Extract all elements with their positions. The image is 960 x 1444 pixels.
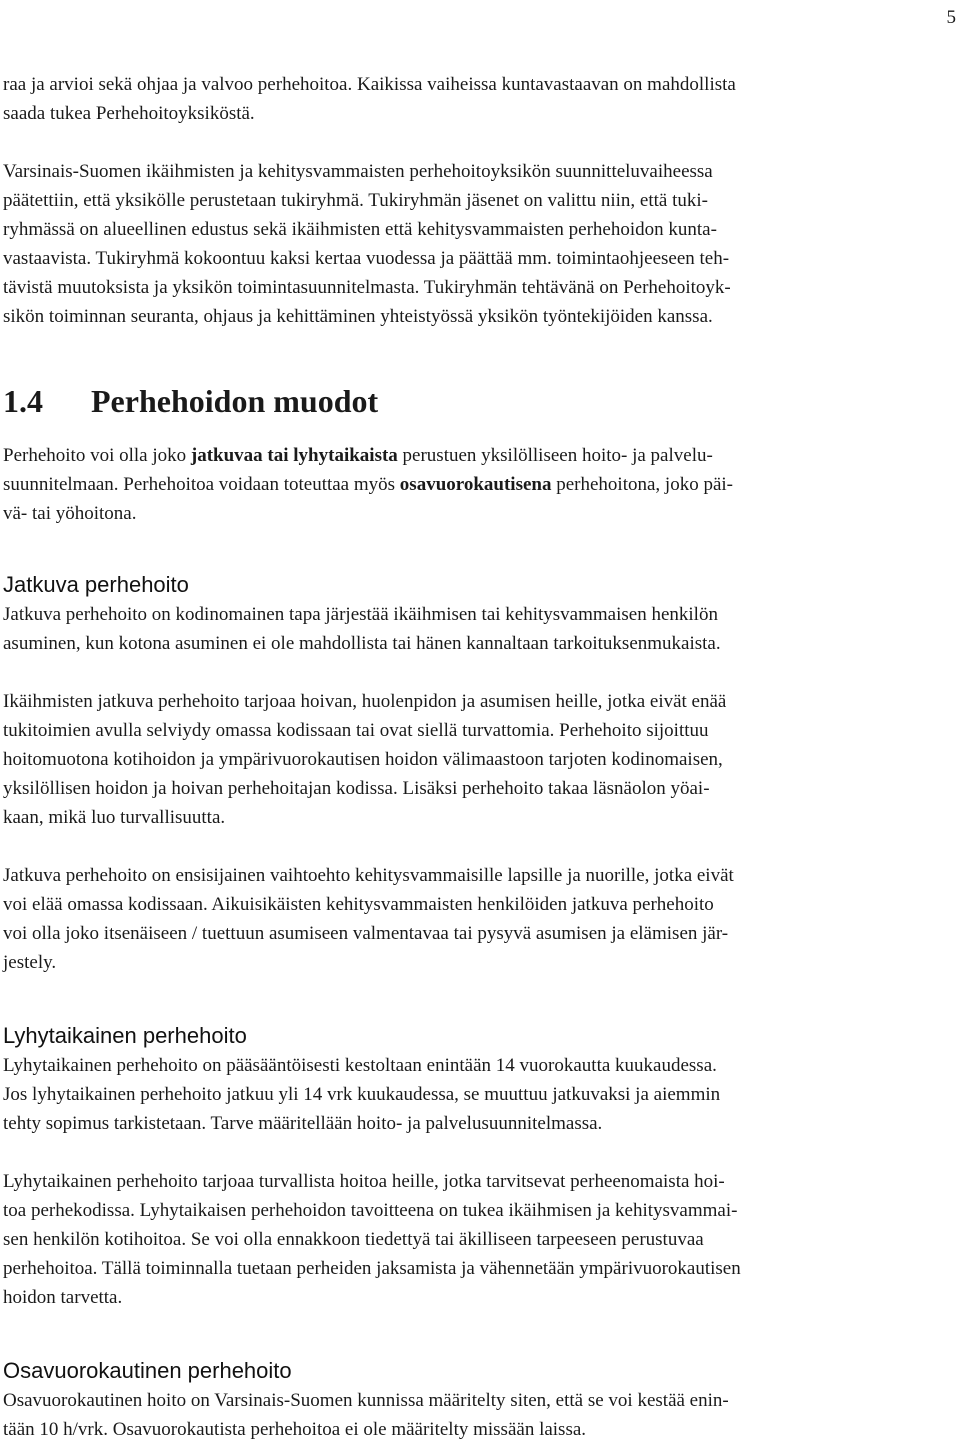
text-line: voi olla joko itsenäiseen / tuettuun asumiseen valmentavaa tai pysyvä asumisen ja elämisen jär- (3, 923, 729, 944)
text-segment: suunnitelmaan. Perhehoitoa voidaan toteuttaa myös (3, 474, 400, 495)
text-line: perhehoitoa. Tällä toiminnalla tuetaan perheiden jaksamista ja vähennetään ympärivuorokautisen (3, 1258, 741, 1279)
page-content (3, 70, 953, 1444)
section-title: Perhehoidon muodot (91, 383, 379, 419)
text-line: tävistä muutoksista ja yksikön toimintasuunnitelmasta. Tukiryhmän tehtävänä on Perhehoitoyk- (3, 277, 731, 298)
text-line: hoidon tarvetta. (3, 1287, 123, 1308)
text-line: raa ja arvioi sekä ohjaa ja valvoo perhehoitoa. Kaikissa vaiheissa kuntavastaavan on mahdollista (3, 74, 736, 95)
bold-term-continuous-or-short: jatkuvaa tai lyhytaikaista (190, 445, 398, 466)
text-line: päätettiin, että yksikölle perustetaan tukiryhmä. Tukiryhmän jäsenet on valittu niin, että tuki- (3, 190, 708, 211)
text-line: Osavuorokautinen hoito on Varsinais-Suomen kunnissa määritelty siten, että se voi kestää enin- (3, 1390, 729, 1411)
text-line: vä- tai yöhoitona. (3, 503, 137, 524)
text-line: hoitomuotona kotihoidon ja ympärivuorokautisen hoidon välimaastoon tarjoten kodinomaisen, (3, 749, 723, 770)
text-line: kaan, mikä luo turvallisuutta. (3, 807, 226, 828)
text-line: tukitoimien avulla selviydy omassa kodissaan tai ovat siellä turvattomia. Perhehoito sijoittuu (3, 720, 709, 741)
text-line: sen henkilön kotihoitoa. Se voi olla ennakkoon tiedettyä tai äkilliseen tarpeeseen perustuvaa (3, 1229, 704, 1250)
text-line: jestely. (3, 952, 57, 973)
text-segment: perhehoitona, joko päi- (551, 474, 733, 495)
paragraph-continuous-2 (3, 687, 953, 832)
paragraph-intro-continuation (3, 70, 953, 128)
text-line: vastaavista. Tukiryhmä kokoontuu kaksi kertaa vuodessa ja päättää mm. toimintaohjeeseen teh- (3, 248, 730, 269)
paragraph-part-day-1 (3, 1386, 953, 1444)
text-line: Ikäihmisten jatkuva perhehoito tarjoaa hoivan, huolenpidon ja asumisen heille, jotka eivät enää (3, 691, 727, 712)
paragraph-short-term-2 (3, 1167, 953, 1312)
subheading-short-term-care: Lyhytaikainen perhehoito (3, 1023, 247, 1048)
text-segment: perustuen yksilölliseen hoito- ja palvelu- (397, 445, 713, 466)
bold-term-part-day: osavuorokautisena (399, 474, 552, 495)
section-heading (3, 381, 953, 421)
text-line: saada tukea Perhehoitoyksiköstä. (3, 103, 255, 124)
text-segment: Perhehoito voi olla joko (3, 445, 191, 466)
text-line: asuminen, kun kotona asuminen ei ole mahdollista tai hänen kannaltaan tarkoituksenmukaista. (3, 633, 721, 654)
paragraph-continuous-1 (3, 600, 953, 658)
text-line: toa perhekodissa. Lyhytaikaisen perhehoidon tavoitteena on tukea ikäihmisen ja kehitysvammai- (3, 1200, 738, 1221)
text-line: Jatkuva perhehoito on kodinomainen tapa järjestää ikäihmisen tai kehitysvammaisen henkilön (3, 604, 718, 625)
paragraph-section-intro (3, 441, 953, 528)
text-line: Varsinais-Suomen ikäihmisten ja kehitysvammaisten perhehoitoyksikön suunnitteluvaiheessa (3, 161, 713, 182)
text-line: ryhmässä on alueellinen edustus sekä ikäihmisten että kehitysvammaisten perhehoidon kunta- (3, 219, 717, 240)
subheading-continuous-care: Jatkuva perhehoito (3, 572, 189, 597)
text-line: sikön toiminnan seuranta, ohjaus ja kehittäminen yhteistyössä yksikön työntekijöiden kanssa. (3, 306, 713, 327)
text-line: voi elää omassa kodissaan. Aikuisikäisten kehitysvammaisten henkilöiden jatkuva perhehoito (3, 894, 714, 915)
paragraph-support-group (3, 157, 953, 331)
section-number: 1.4 (3, 383, 43, 419)
text-line: tään 10 h/vrk. Osavuorokautista perhehoitoa ei ole määritelty missään laissa. (3, 1419, 587, 1440)
text-line: Lyhytaikainen perhehoito on pääsääntöisesti kestoltaan enintään 14 vuorokautta kuukaudessa. (3, 1055, 717, 1076)
text-line: Jatkuva perhehoito on ensisijainen vaihtoehto kehitysvammaisille lapsille ja nuorille, jotka eivät (3, 865, 734, 886)
subheading-part-day-care: Osavuorokautinen perhehoito (3, 1358, 292, 1383)
text-line: tehty sopimus tarkistetaan. Tarve määritellään hoito- ja palvelusuunnitelmassa. (3, 1113, 603, 1134)
text-line: Lyhytaikainen perhehoito tarjoaa turvallista hoitoa heille, jotka tarvitsevat perheenomaista hoi- (3, 1171, 725, 1192)
text-line: Jos lyhytaikainen perhehoito jatkuu yli 14 vrk kuukaudessa, se muuttuu jatkuvaksi ja aiemmin (3, 1084, 721, 1105)
paragraph-continuous-3 (3, 861, 953, 977)
paragraph-short-term-1 (3, 1051, 953, 1138)
text-line: yksilöllisen hoidon ja hoivan perhehoitajan kodissa. Lisäksi perhehoito takaa läsnäolon yöai- (3, 778, 710, 799)
page-number: 5 (946, 7, 956, 28)
